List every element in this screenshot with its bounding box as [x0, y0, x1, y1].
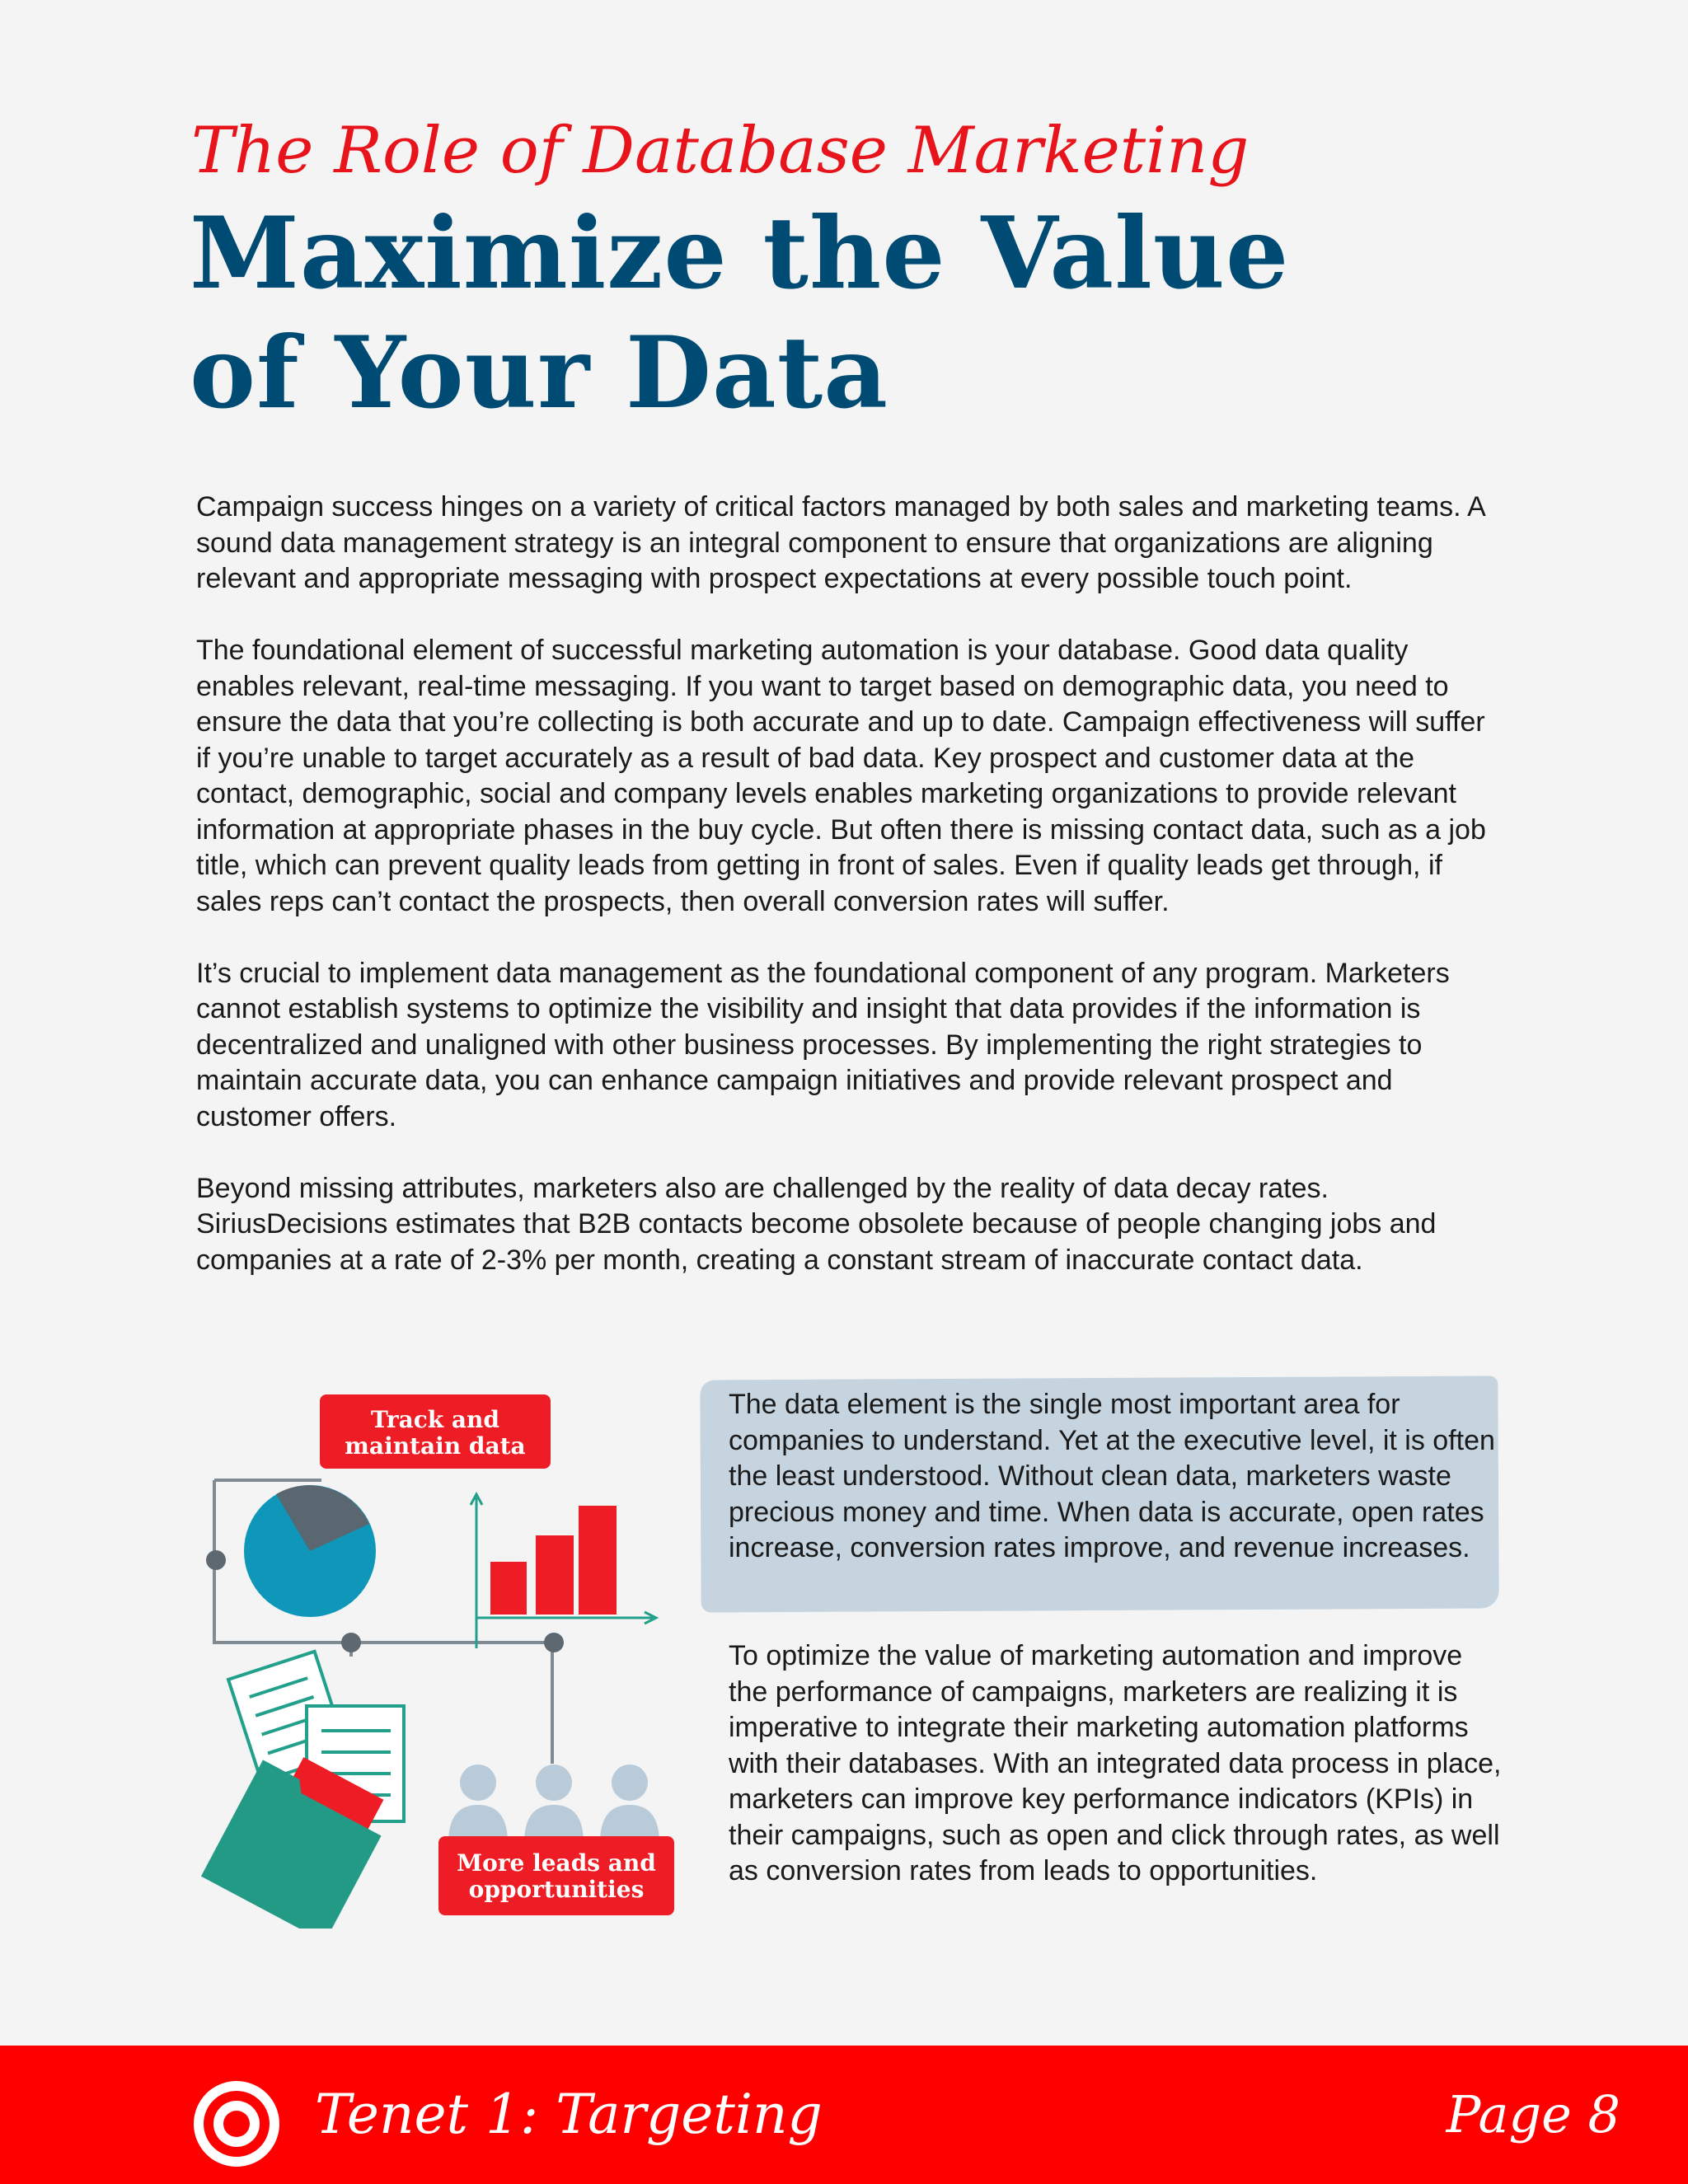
track-maintain-badge — [320, 1394, 551, 1469]
paragraph-1: Campaign success hinges on a variety of critical factors managed by both sales and marketing teams. A sound data management strategy is an integral component to ensure that organizations are aligning relevant and appropriate messaging with prospect expectations at every possible touch point. — [196, 491, 1484, 594]
page-title-line-1: Maximize the Value — [190, 195, 1290, 312]
documents-folder-icon — [201, 1652, 404, 1929]
paragraph-4: Beyond missing attributes, marketers also are challenged by the reality of data decay rates. SiriusDecisions estimates that B2B contacts become obsolete because of people changing jobs and companies at a rate of 2-3% per month, creating a constant stream of inaccurate contact data. — [196, 1172, 1437, 1276]
connector-dot-right — [544, 1633, 564, 1652]
paragraph-3: It’s crucial to implement data management as the foundational component of any program. Marketers cannot establish systems to optimize the visibility and insight that data provides if the information is decentralized and unaligned with other business processes. By implementing the right strategies to maintain accurate data, you can enhance campaign initiatives and provide relevant prospect and customer offers. — [196, 957, 1450, 1132]
more-leads-badge — [438, 1836, 674, 1915]
target-icon — [191, 2079, 282, 2169]
pie-chart-icon — [244, 1485, 376, 1617]
badge-bottom-line-2: opportunities — [468, 1876, 645, 1903]
connector-dot-left — [206, 1550, 226, 1570]
badge-top-line-1: Track and — [371, 1406, 499, 1433]
badge-top-line-2: maintain data — [345, 1432, 526, 1460]
bar-chart-icon — [471, 1494, 656, 1648]
paragraph-2: The foundational element of successful marketing automation is your database. Good data quality enables relevant, real-time messaging. If you want to target based on demographic data, you need to ensure the data that you’re collecting is both accurate and up to date. Campaign effectiveness will suffer if you’re unable to target accurately as a result of bad data. Key prospect and customer data at the contact, demographic, social and company levels enables marketing organizations to provide relevant information at appropriate phases in the buy cycle. But often there is missing contact data, such as a job title, which can prevent quality leads from getting in front of sales. Even if quality leads get through, if sales reps can’t contact the prospects, then overall conversion rates will suffer. — [196, 635, 1486, 917]
badge-bottom-line-1: More leads and — [457, 1849, 656, 1877]
callout-text: The data element is the single most important area for companies to understand. Yet at the executive level, it is often the least understood. Without clean data, marketers waste precious money and time. When data is accurate, open rates increase, conversion rates improve, and revenue increases. — [729, 1389, 1495, 1563]
connector-dot-mid — [341, 1633, 361, 1652]
people-icon — [448, 1765, 659, 1843]
page-number: Page 8 — [1446, 2084, 1620, 2144]
footer-tenet-label: Tenet 1: Targeting — [315, 2083, 823, 2146]
footer-bar — [0, 2046, 1688, 2184]
data-management-illustration — [190, 1385, 684, 1929]
page-title — [190, 194, 1508, 433]
page-title-line-2: of Your Data — [190, 315, 889, 431]
body-text — [196, 490, 1498, 1315]
right-column-paragraph: To optimize the value of marketing automation and improve the performance of campaigns, marketers are realizing it is imperative to integrate their marketing automation platforms with their databases. With an integrated data process in place, marketers can improve key performance indicators (KPIs) in their campaigns, such as open and click through rates, as well as conversion rates from leads to opportunities. — [729, 1640, 1502, 1886]
section-eyebrow: The Role of Database Marketing — [191, 114, 1250, 188]
